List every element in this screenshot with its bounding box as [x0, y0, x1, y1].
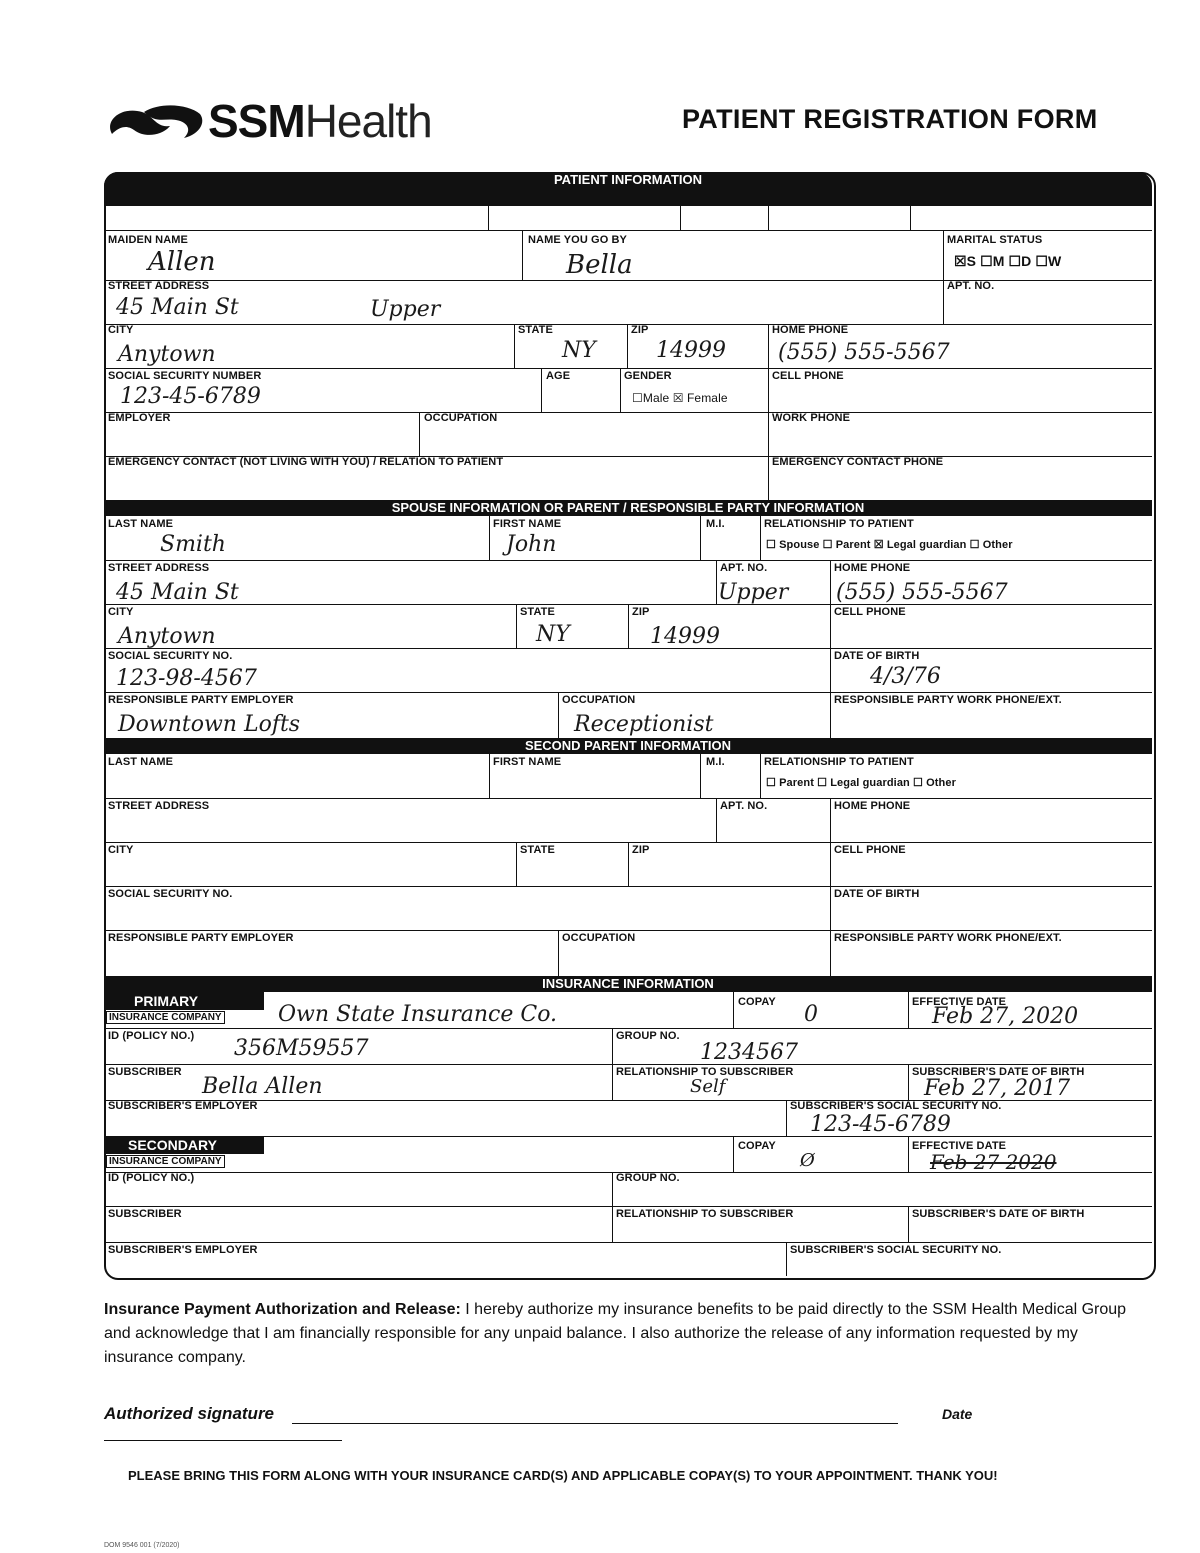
label-primary-effective-date: EFFECTIVE DATE [912, 996, 1007, 1008]
value-spouse-ssn[interactable]: 123-98-4567 [116, 666, 257, 691]
label-second-ssn: SOCIAL SECURITY NO. [108, 888, 233, 900]
label-spouse-cell-phone: CELL PHONE [834, 606, 906, 618]
value-primary-effective-date[interactable]: Feb 27, 2020 [932, 1004, 1079, 1029]
label-spouse-occupation: OCCUPATION [562, 694, 636, 706]
label-second-first-name: FIRST NAME [493, 756, 562, 768]
second-relationship-checkboxes[interactable]: ☐ Parent ☐ Legal guardian ☐ Other [766, 777, 956, 789]
value-street-address[interactable]: 45 Main St [116, 295, 239, 320]
value-ssn[interactable]: 123-45-6789 [120, 384, 261, 409]
label-spouse-apt: APT. NO. [720, 562, 768, 574]
label-ssn: SOCIAL SECURITY NUMBER [108, 370, 262, 382]
label-emergency-contact: EMERGENCY CONTACT (NOT LIVING WITH YOU) / RELATION TO PATIENT [108, 456, 504, 468]
label-primary-subscriber-dob: SUBSCRIBER'S DATE OF BIRTH [912, 1066, 1085, 1078]
value-primary-subscriber-ssn[interactable]: 123-45-6789 [810, 1112, 951, 1137]
label-second-city: CITY [108, 844, 134, 856]
value-spouse-street[interactable]: 45 Main St [116, 580, 239, 605]
label-second-work-phone: RESPONSIBLE PARTY WORK PHONE/EXT. [834, 932, 1062, 944]
value-zip[interactable]: 14999 [656, 338, 726, 363]
label-secondary-subscriber: SUBSCRIBER [108, 1208, 182, 1220]
label-primary-group: GROUP NO. [616, 1030, 680, 1042]
label-second-mi: M.I. [706, 756, 725, 768]
label-secondary-subscriber-dob: SUBSCRIBER'S DATE OF BIRTH [912, 1208, 1085, 1220]
label-spouse-relationship: RELATIONSHIP TO PATIENT [764, 518, 914, 530]
label-primary-insurance-company: INSURANCE COMPANY [106, 1011, 225, 1024]
label-spouse-employer: RESPONSIBLE PARTY EMPLOYER [108, 694, 294, 706]
value-spouse-last-name[interactable]: Smith [160, 532, 226, 557]
value-spouse-dob[interactable]: 4/3/76 [870, 664, 941, 689]
label-age: AGE [546, 370, 571, 382]
signature-line[interactable] [292, 1423, 898, 1424]
authorization-body: I hereby authorize my insurance benefits to be paid directly to the SSM Health Medical Group and acknowledge that I am financially responsible for any unpaid balance. I also authorize the release of any information requested by my insurance company. [104, 1301, 1127, 1366]
value-spouse-employer[interactable]: Downtown Lofts [118, 712, 301, 737]
label-emergency-phone: EMERGENCY CONTACT PHONE [772, 456, 944, 468]
label-occupation: OCCUPATION [424, 412, 498, 424]
label-marital-status: MARITAL STATUS [947, 234, 1043, 246]
label-spouse-city: CITY [108, 606, 134, 618]
value-primary-policy[interactable]: 356M59557 [234, 1036, 369, 1061]
label-spouse-street: STREET ADDRESS [108, 562, 210, 574]
value-home-phone[interactable]: (555) 555-5567 [778, 340, 950, 365]
logo-health: Health [304, 95, 432, 147]
form-code: DOM 9546 001 (7/2020) [104, 1542, 180, 1549]
label-second-last-name: LAST NAME [108, 756, 174, 768]
primary-tag: PRIMARY [104, 992, 264, 1010]
label-spouse-home-phone: HOME PHONE [834, 562, 911, 574]
label-spouse-state: STATE [520, 606, 555, 618]
signature-label: Authorized signature [104, 1404, 275, 1423]
label-second-cell-phone: CELL PHONE [834, 844, 906, 856]
label-second-dob: DATE OF BIRTH [834, 888, 920, 900]
ssm-health-logo [208, 94, 432, 148]
footer-notice: PLEASE BRING THIS FORM ALONG WITH YOUR INSURANCE CARD(S) AND APPLICABLE COPAY(S) TO YOUR APPOINTMENT. THANK YOU! [128, 1468, 998, 1483]
value-name-you-go-by[interactable]: Bella [566, 250, 633, 280]
value-state[interactable]: NY [562, 338, 596, 363]
label-spouse-first-name: FIRST NAME [493, 518, 562, 530]
value-spouse-occupation[interactable]: Receptionist [574, 712, 714, 737]
value-city[interactable]: Anytown [118, 342, 216, 367]
value-spouse-first-name[interactable]: John [506, 532, 557, 557]
label-second-zip: ZIP [632, 844, 650, 856]
authorization-heading: Insurance Payment Authorization and Release: [104, 1301, 461, 1318]
label-second-home-phone: HOME PHONE [834, 800, 911, 812]
section-insurance: INSURANCE INFORMATION [104, 976, 1152, 992]
label-primary-subscriber-ssn: SUBSCRIBER'S SOCIAL SECURITY NO. [790, 1100, 1002, 1112]
authorization-paragraph [104, 1298, 1134, 1370]
label-name-you-go-by: NAME YOU GO BY [528, 234, 627, 246]
label-zip: ZIP [631, 324, 649, 336]
label-primary-subscriber: SUBSCRIBER [108, 1066, 182, 1078]
label-maiden-name: MAIDEN NAME [108, 234, 188, 246]
value-spouse-state[interactable]: NY [536, 622, 570, 647]
label-primary-copay: COPAY [738, 996, 776, 1008]
label-second-relationship: RELATIONSHIP TO PATIENT [764, 756, 914, 768]
gender-checkboxes[interactable]: ☐Male ☒ Female [632, 391, 728, 405]
label-cell-phone: CELL PHONE [772, 370, 844, 382]
label-spouse-mi: M.I. [706, 518, 725, 530]
label-secondary-relationship: RELATIONSHIP TO SUBSCRIBER [616, 1208, 794, 1220]
label-spouse-last-name: LAST NAME [108, 518, 174, 530]
section-patient-information: PATIENT INFORMATION [104, 172, 1152, 206]
label-spouse-dob: DATE OF BIRTH [834, 650, 920, 662]
value-spouse-home-phone[interactable]: (555) 555-5567 [836, 580, 1008, 605]
label-secondary-effective-date: EFFECTIVE DATE [912, 1140, 1007, 1152]
value-street-extra[interactable]: Upper [370, 297, 441, 322]
form-title: PATIENT REGISTRATION FORM [682, 104, 1098, 134]
value-primary-group[interactable]: 1234567 [700, 1040, 798, 1065]
label-secondary-policy: ID (POLICY NO.) [108, 1172, 195, 1184]
value-secondary-effective-date[interactable]: Feb 27 2020 [930, 1150, 1057, 1174]
value-primary-relationship[interactable]: Self [690, 1076, 726, 1097]
label-home-phone: HOME PHONE [772, 324, 849, 336]
label-second-employer: RESPONSIBLE PARTY EMPLOYER [108, 932, 294, 944]
secondary-tag: SECONDARY [104, 1136, 264, 1154]
label-second-occupation: OCCUPATION [562, 932, 636, 944]
label-state: STATE [518, 324, 553, 336]
label-spouse-zip: ZIP [632, 606, 650, 618]
label-primary-relationship: RELATIONSHIP TO SUBSCRIBER [616, 1066, 794, 1078]
value-spouse-apt[interactable]: Upper [718, 580, 789, 605]
logo-ssm: SSM [208, 95, 305, 147]
label-spouse-work-phone: RESPONSIBLE PARTY WORK PHONE/EXT. [834, 694, 1062, 706]
label-work-phone: WORK PHONE [772, 412, 850, 424]
spouse-relationship-checkboxes[interactable]: ☐ Spouse ☐ Parent ☒ Legal guardian ☐ Other [766, 539, 1013, 551]
value-spouse-city[interactable]: Anytown [118, 624, 216, 649]
label-spouse-ssn: SOCIAL SECURITY NO. [108, 650, 233, 662]
label-second-street: STREET ADDRESS [108, 800, 210, 812]
label-employer: EMPLOYER [108, 412, 171, 424]
label-second-apt: APT. NO. [720, 800, 768, 812]
label-street-address: STREET ADDRESS [108, 280, 210, 292]
label-secondary-insurance-company: INSURANCE COMPANY [106, 1155, 225, 1168]
label-second-state: STATE [520, 844, 555, 856]
label-city: CITY [108, 324, 134, 336]
value-primary-subscriber-dob[interactable]: Feb 27, 2017 [924, 1076, 1071, 1101]
label-gender: GENDER [624, 370, 672, 382]
value-primary-subscriber[interactable]: Bella Allen [202, 1074, 323, 1099]
date-label: Date [942, 1406, 973, 1422]
label-secondary-subscriber-employer: SUBSCRIBER'S EMPLOYER [108, 1244, 258, 1256]
value-primary-insurance-company[interactable]: Own State Insurance Co. [278, 1002, 558, 1027]
label-secondary-group: GROUP NO. [616, 1172, 680, 1184]
value-primary-copay[interactable]: 0 [804, 1002, 818, 1027]
section-second-parent: SECOND PARENT INFORMATION [104, 738, 1152, 754]
label-primary-policy: ID (POLICY NO.) [108, 1030, 195, 1042]
label-secondary-subscriber-ssn: SUBSCRIBER'S SOCIAL SECURITY NO. [790, 1244, 1002, 1256]
value-spouse-zip[interactable]: 14999 [650, 624, 720, 649]
label-apt-no: APT. NO. [947, 280, 995, 292]
value-maiden-name[interactable]: Allen [148, 247, 216, 277]
label-secondary-copay: COPAY [738, 1140, 776, 1152]
ssm-logo-icon [104, 100, 208, 144]
marital-status-checkboxes[interactable]: ☒S ☐M ☐D ☐W [954, 253, 1062, 269]
section-spouse-information: SPOUSE INFORMATION OR PARENT / RESPONSIBLE PARTY INFORMATION [104, 500, 1152, 516]
signature-underline [104, 1440, 342, 1441]
value-secondary-copay[interactable]: Ø [800, 1150, 815, 1171]
label-primary-subscriber-employer: SUBSCRIBER'S EMPLOYER [108, 1100, 258, 1112]
